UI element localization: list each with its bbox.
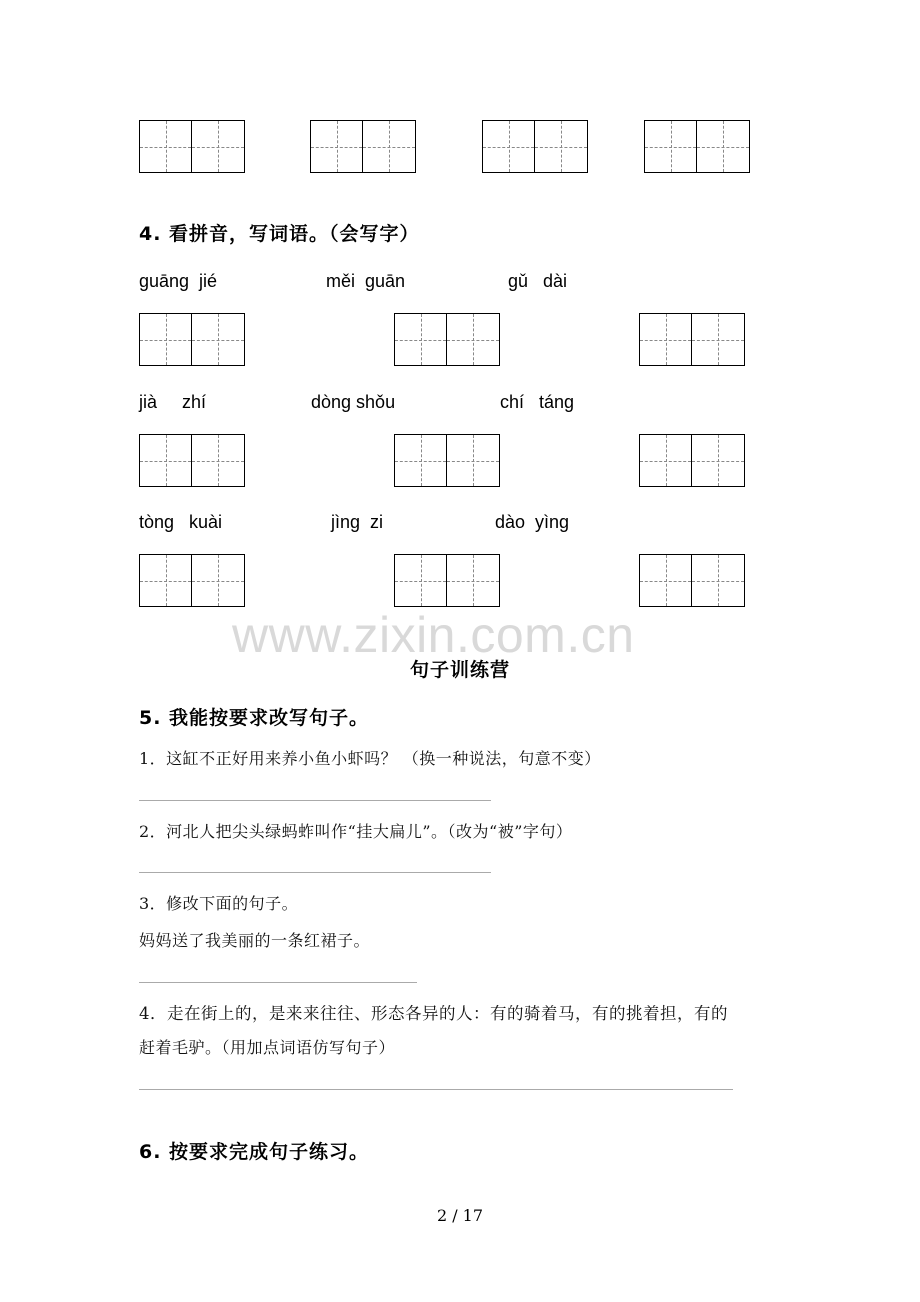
question-2: 2．河北人把尖头绿蚂蚱叫作“挂大扁儿”。（改为“被”字句） xyxy=(139,822,573,841)
answer-line-4[interactable] xyxy=(139,1089,733,1090)
pinyin-mei-guan: měi guān xyxy=(326,271,406,291)
question-1: 1．这缸不正好用来养小鱼小虾吗？ （换一种说法，句意不变） xyxy=(139,749,601,768)
writing-grid[interactable] xyxy=(639,434,745,487)
section-6-title: 6. 按要求完成句子练习。 xyxy=(139,1141,370,1163)
question-3: 3．修改下面的句子。 xyxy=(139,894,299,913)
answer-line-3[interactable] xyxy=(139,982,417,983)
page-number: 2 / 17 xyxy=(436,1206,484,1225)
pinyin-jia-zhi: jià zhí xyxy=(139,392,207,412)
watermark: www.zixin.com.cn xyxy=(232,607,635,663)
pinyin-jing-zi: jìng zi xyxy=(331,512,384,532)
writing-grid[interactable] xyxy=(310,120,416,173)
pinyin-guang-jie: guāng jié xyxy=(139,271,218,291)
writing-grid[interactable] xyxy=(139,120,245,173)
writing-grid[interactable] xyxy=(139,313,245,366)
pinyin-chi-tang: chí táng xyxy=(500,392,575,412)
writing-grid[interactable] xyxy=(644,120,750,173)
pinyin-dong-shou: dòng shǒu xyxy=(311,392,396,412)
writing-grid[interactable] xyxy=(394,313,500,366)
question-4-line-1: 4．走在街上的，是来来往往、形态各异的人：有的骑着马，有的挑着担，有的 xyxy=(139,1004,728,1023)
answer-line-2[interactable] xyxy=(139,872,491,873)
writing-grid[interactable] xyxy=(394,554,500,607)
question-3-sentence: 妈妈送了我美丽的一条红裙子。 xyxy=(139,931,371,950)
writing-grid[interactable] xyxy=(639,313,745,366)
pinyin-dao-ying: dào yìng xyxy=(495,512,570,532)
writing-grid[interactable] xyxy=(639,554,745,607)
writing-grid[interactable] xyxy=(394,434,500,487)
writing-grid[interactable] xyxy=(139,434,245,487)
writing-grid[interactable] xyxy=(139,554,245,607)
pinyin-tong-kuai: tòng kuài xyxy=(139,512,223,532)
answer-line-1[interactable] xyxy=(139,800,491,801)
writing-grid[interactable] xyxy=(482,120,588,173)
section-title: 句子训练营 xyxy=(409,659,510,681)
pinyin-gu-dai: gǔ dài xyxy=(508,271,568,291)
section-5-title: 5. 我能按要求改写句子。 xyxy=(139,707,370,729)
question-4-line-2: 赶着毛驴。（用加点词语仿写句子） xyxy=(139,1038,396,1057)
section-4-title: 4. 看拼音，写词语。（会写字） xyxy=(139,223,420,245)
